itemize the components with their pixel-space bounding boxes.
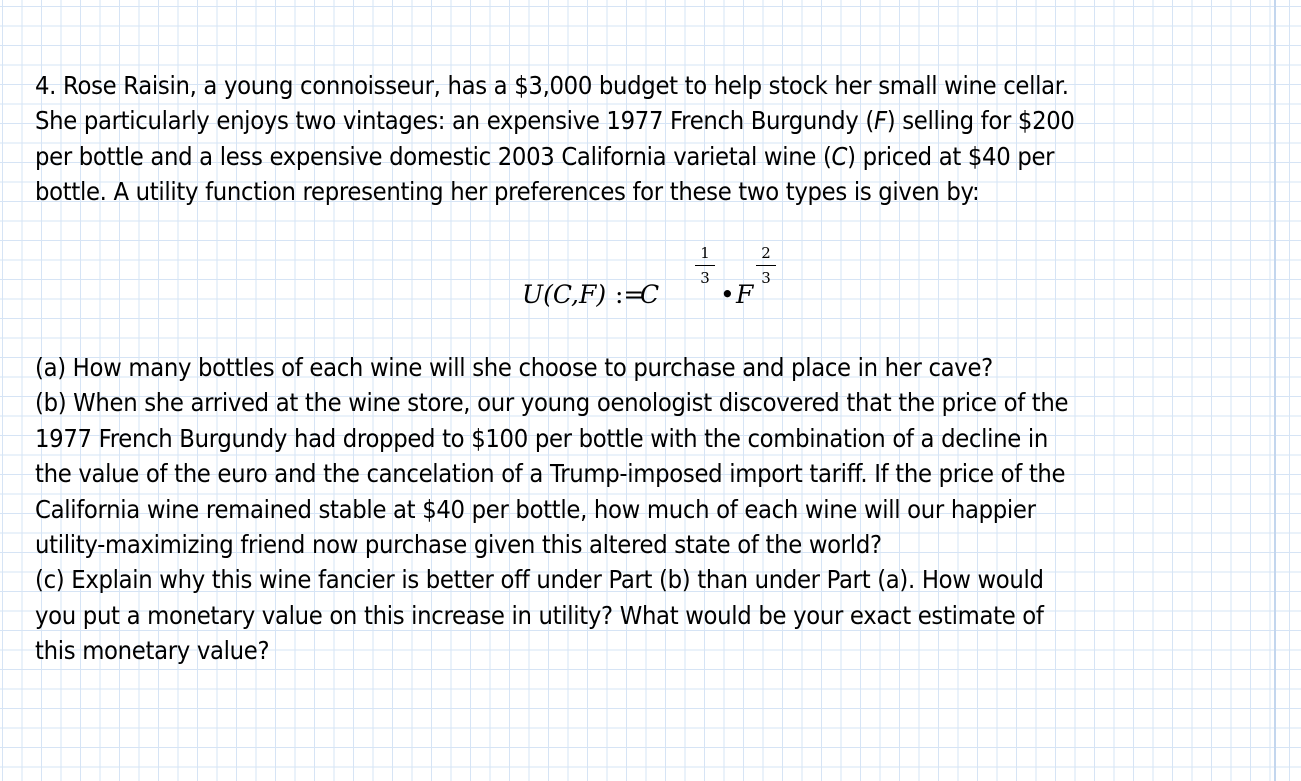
question-line-1: (a) How many bottles of each wine will she choose to purchase and place in her cave? [35, 353, 993, 382]
formula-lhs: U(C,F) [522, 280, 607, 309]
question-line-9: this monetary value? [35, 636, 270, 666]
variable-c: C [831, 141, 848, 171]
worksheet-border [1274, 0, 1276, 781]
question-line-5: California wine remained stable at $40 per bottle, how much of each wine will our happier [35, 494, 1036, 524]
question-line-2: (b) When she arrived at the wine store, our young oenologist discovered that the price of the [35, 388, 1069, 418]
problem-questions [35, 350, 1188, 669]
question-line-7: (c) Explain why this wine fancier is better off under Part (b) than under Part (a). How would [35, 565, 1044, 595]
intro-line-3: per bottle and a less expensive domestic 2003 California varietal wine (C) priced at $40 per [35, 141, 1055, 171]
variable-f: F [873, 106, 887, 136]
intro-line-1: 4. Rose Raisin, a young connoisseur, has a $3,000 budget to help stock her small wine cellar. [35, 71, 1069, 100]
formula-var-f: F [736, 280, 754, 309]
intro-line-4: bottle. A utility function representing her preferences for these two types is given by: [35, 177, 980, 207]
exponent-one-third: 1 3 [694, 244, 716, 287]
utility-formula [522, 240, 802, 320]
exponent-two-thirds: 2 3 [755, 244, 777, 287]
formula-var-c: C [640, 280, 660, 309]
question-line-4: the value of the euro and the cancelation of a Trump-imposed import tariff. If the price of the [35, 459, 1066, 489]
question-line-6: utility-maximizing friend now purchase given this altered state of the world? [35, 530, 882, 560]
question-line-8: you put a monetary value on this increase in utility? What would be your exact estimate of [35, 600, 1044, 630]
formula-assign: := [615, 280, 645, 309]
formula-dot: • [720, 280, 735, 309]
question-line-3: 1977 French Burgundy had dropped to $100 per bottle with the combination of a decline in [35, 423, 1049, 453]
intro-line-2: She particularly enjoys two vintages: an expensive 1977 French Burgundy (F) selling for $200 [35, 106, 1075, 136]
problem-intro [35, 68, 1188, 210]
